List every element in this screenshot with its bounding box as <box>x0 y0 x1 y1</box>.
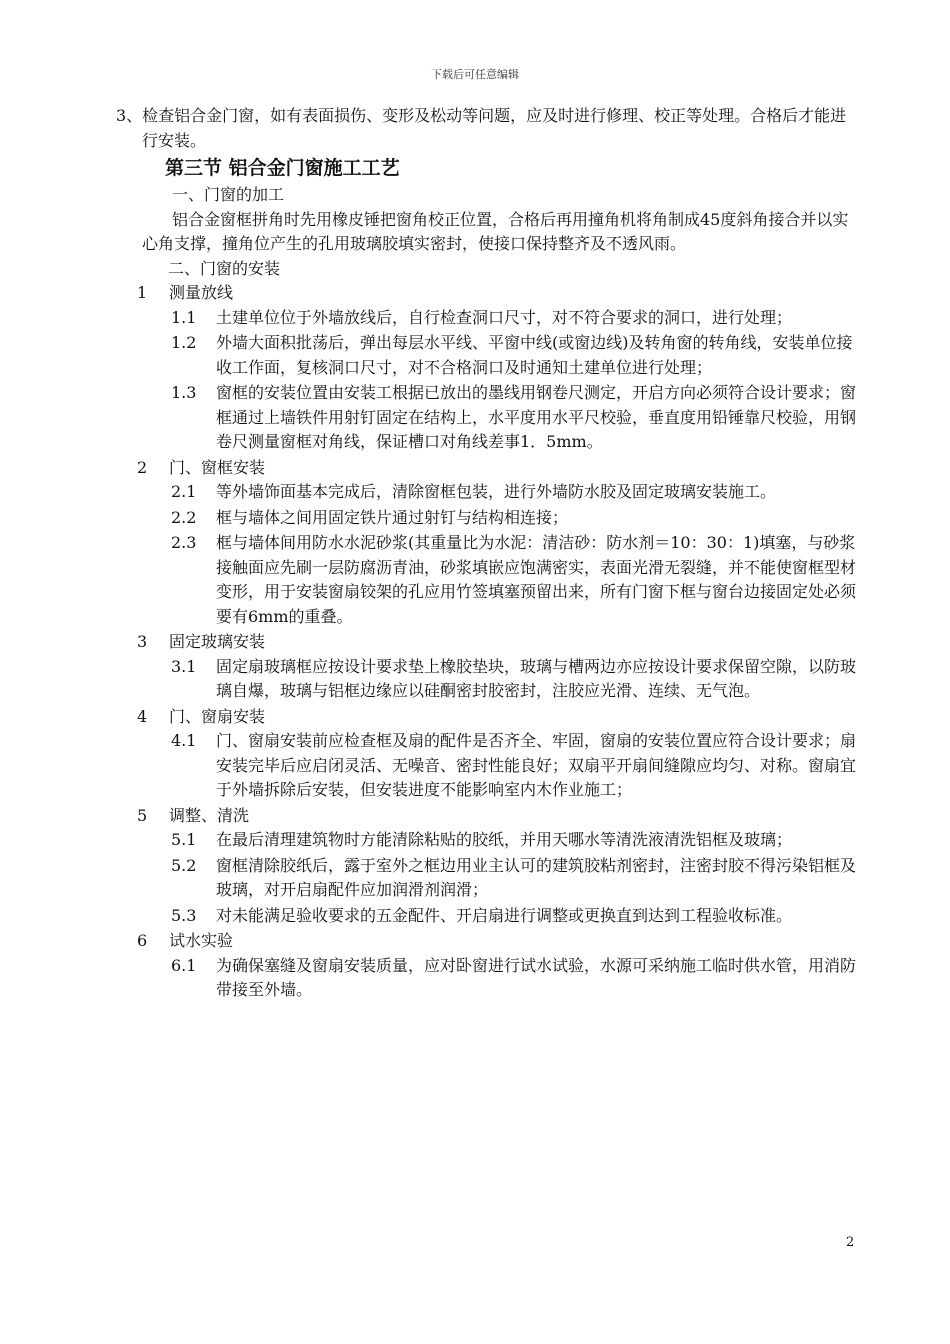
item-number: 2.2 <box>171 507 197 527</box>
list-item <box>171 506 856 531</box>
item-text: 土建单位位于外墙放线后，自行检查洞口尺寸，对不符合要求的洞口，进行处理； <box>216 307 793 327</box>
item-text: 固定扇玻璃框应按设计要求垫上橡胶垫块，玻璃与槽两边亦应按设计要求保留空隙，以防玻璃自爆，玻璃与铝框边缘应以硅酮密封胶密封，注胶应光滑、连续、无气泡。 <box>216 656 857 700</box>
section-heading-text: 门、窗框安装 <box>169 457 266 477</box>
section-heading-text: 测量放线 <box>169 283 234 302</box>
section-heading-text: 固定玻璃安装 <box>169 632 266 651</box>
section-number: 1 <box>137 283 148 302</box>
list-item <box>171 904 856 929</box>
list-item <box>171 828 856 853</box>
item-number: 6.1 <box>171 955 197 975</box>
procedure-list <box>0 281 950 1003</box>
section-number: 3 <box>137 632 148 651</box>
section-heading <box>137 929 950 954</box>
item-number: 5.2 <box>171 855 197 875</box>
list-item <box>171 655 856 704</box>
item-number: 1.3 <box>171 383 197 402</box>
section-number: 5 <box>137 805 148 825</box>
intro-item: 3、检查铝合金门窗，如有表面损伤、变形及松动等问题，应及时进行修理、校正等处理。合格后才能进行安装。 <box>116 106 847 150</box>
list-item <box>171 381 856 455</box>
item-number: 1.2 <box>171 333 197 352</box>
item-number: 2.1 <box>171 482 197 501</box>
item-text: 等外墙饰面基本完成后，清除窗框包装，进行外墙防水胶及固定玻璃安装施工。 <box>216 482 777 501</box>
item-text: 为确保塞缝及窗扇安装质量，应对卧窗进行试水试验，水源可采纳施工临时供水管，用消防带接至外墙。 <box>216 955 857 999</box>
section-heading <box>137 630 950 655</box>
section-number: 4 <box>137 706 148 726</box>
item-text: 窗框的安装位置由安装工根据已放出的墨线用钢卷尺测定，开启方向必须符合设计要求；窗框通过上墙铁件用射钉固定在结构上，水平度用水平尺校验，垂直度用铅锤靠尺校验，用钢卷尺测量窗框对角线，保证槽口对角线差事1．5mm。 <box>216 383 857 451</box>
item-number: 5.1 <box>171 830 197 849</box>
item-number: 3.1 <box>171 656 197 676</box>
list-item <box>171 306 856 331</box>
item-text: 对未能满足验收要求的五金配件、开启扇进行调整或更换直到达到工程验收标准。 <box>216 905 793 925</box>
list-item <box>171 729 856 803</box>
item-text: 外墙大面积批荡后，弹出每层水平线、平窗中线(或窗边线)及转角窗的转角线，安装单位接收工作面，复核洞口尺寸，对不合格洞口及时通知土建单位进行处理； <box>216 333 853 377</box>
list-item <box>171 854 856 903</box>
item-text: 框与墙体之间用固定铁片通过射钉与结构相连接； <box>216 507 569 527</box>
list-item <box>171 954 856 1003</box>
item-text: 门、窗扇安装前应检查框及扇的配件是否齐全、牢固，窗扇的安装位置应符合设计要求；扇安装完毕后应启闭灵活、无噪音、密封性能良好；双扇平开扇间缝隙应均匀、对称。窗扇宜于外墙拆除后安装，但安装进度不能影响室内木作业施工； <box>216 731 857 799</box>
list-item <box>171 480 856 505</box>
section-heading-text: 门、窗扇安装 <box>169 706 266 726</box>
part1-body: 铝合金窗框拼角时先用橡皮锤把窗角校正位置，合格后再用撞角机将角制成45度斜角接合并以实心角支撑，撞角位产生的孔用玻璃胶填实密封，使接口保持整齐及不透风雨。 <box>142 209 849 253</box>
section-heading <box>137 281 950 306</box>
section-heading <box>137 705 950 730</box>
item-number: 5.3 <box>171 905 197 925</box>
section-heading-text: 试水实验 <box>169 931 234 950</box>
part1-title: 一、门窗的加工 <box>172 185 285 204</box>
page-number: 2 <box>846 1235 855 1250</box>
section-heading-text: 调整、清洗 <box>169 805 250 825</box>
item-number: 4.1 <box>171 731 197 750</box>
section-heading <box>137 804 950 829</box>
list-item <box>171 331 856 380</box>
document-body <box>0 104 950 1004</box>
section-number: 2 <box>137 457 148 477</box>
item-number: 2.3 <box>171 533 197 552</box>
section-number: 6 <box>137 931 148 950</box>
item-number: 1.1 <box>171 307 197 327</box>
page-header: 下载后可任意编辑 <box>431 68 519 81</box>
item-text: 在最后清理建筑物时方能清除粘贴的胶纸，并用天哪水等清洗液清洗铝框及玻璃； <box>216 830 793 849</box>
section-title: 第三节 铝合金门窗施工工艺 <box>165 157 400 179</box>
section-heading <box>137 456 950 481</box>
item-text: 框与墙体间用防水水泥砂浆(其重量比为水泥：清洁砂：防水剂＝10：30：1)填塞，与砂浆接触面应先刷一层防腐沥青油，砂浆填嵌应饱满密实，表面光滑无裂缝，并不能使窗框型材变形，用于安装窗扇铰架的孔应用竹签填塞预留出来，所有门窗下框与窗台边接固定处必须要有6mm的重叠。 <box>216 533 857 626</box>
part2-title: 二、门窗的安装 <box>168 258 281 278</box>
item-text: 窗框清除胶纸后，露于室外之框边用业主认可的建筑胶粘剂密封，注密封胶不得污染铝框及玻璃，对开启扇配件应加润滑剂润滑； <box>216 855 857 899</box>
list-item <box>171 531 856 629</box>
